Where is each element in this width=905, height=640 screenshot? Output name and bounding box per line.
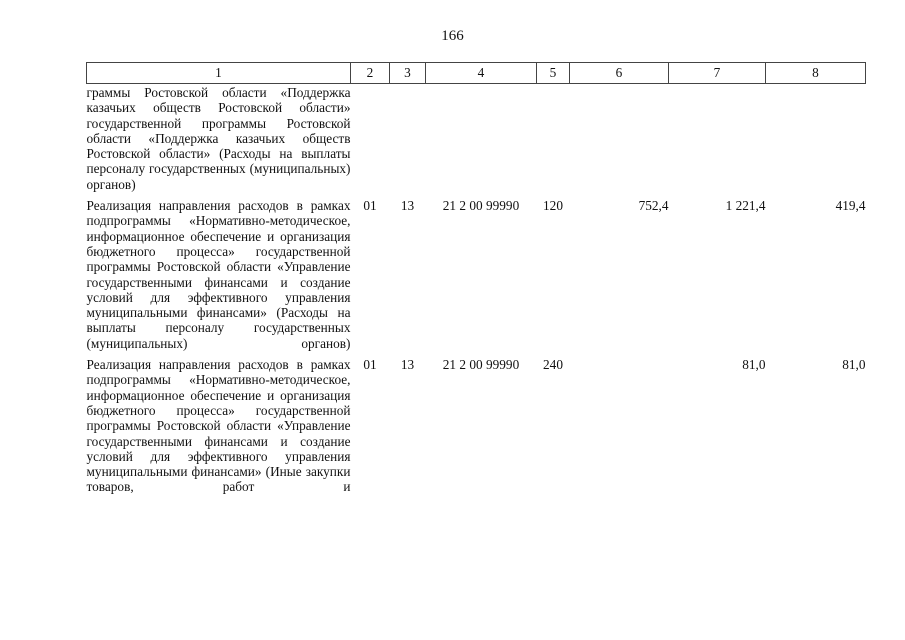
column-header: 2 <box>351 63 390 84</box>
column-header: 8 <box>766 63 866 84</box>
row-value-col6 <box>570 84 669 199</box>
row-value-col8: 81,0 <box>842 357 866 373</box>
table-row <box>87 84 866 199</box>
column-header: 6 <box>570 63 669 84</box>
row-value-col6 <box>570 357 669 495</box>
row-pr: 13 <box>400 357 415 373</box>
column-header: 7 <box>669 63 766 84</box>
table-row <box>87 198 866 357</box>
row-value-col6: 752,4 <box>638 198 669 214</box>
row-vr: 240 <box>543 357 563 373</box>
column-header: 3 <box>390 63 426 84</box>
row-rz: 01 <box>363 198 377 214</box>
page-number: 166 <box>441 28 464 44</box>
column-header: 1 <box>87 63 351 84</box>
row-value-col8: 419,4 <box>835 198 866 214</box>
row-description: граммы Ростовской области «Поддержка казачьих обществ Ростовской области» государственной программы Ростовской области «Поддержка казачьих обществ Ростовской области» (Расходы на выплаты персоналу государственных (муниципальных) органов) <box>86 85 351 192</box>
row-rz <box>351 84 390 199</box>
row-vr <box>537 84 570 199</box>
row-description: Реализация направления расходов в рамках подпрограммы «Нормативно-методическое, информационное обеспечение и организация бюджетного процесса» государственной программы Ростовской области «Управление государственными финансами и создание условий для эффективного управления муниципальными финансами» (Иные закупки товаров, работ и <box>86 357 351 495</box>
budget-table <box>86 62 866 495</box>
row-value-col7: 81,0 <box>742 357 766 373</box>
row-rz: 01 <box>363 357 377 373</box>
row-csr: 21 2 00 99990 <box>442 198 520 214</box>
row-pr <box>390 84 426 199</box>
column-header: 5 <box>537 63 570 84</box>
row-description: Реализация направления расходов в рамках подпрограммы «Нормативно-методическое, информационное обеспечение и организация бюджетного процесса» государственной программы Ростовской области «Управление государственными финансами и создание условий для эффективного управления муниципальными финансами» (Расходы на выплаты персоналу государственных (муниципальных) органов) <box>86 198 351 351</box>
row-value-col7 <box>669 84 766 199</box>
row-value-col8 <box>766 84 866 199</box>
row-value-col7: 1 221,4 <box>725 198 766 214</box>
table-header-row <box>87 63 866 84</box>
row-pr: 13 <box>400 198 415 214</box>
row-vr: 120 <box>543 198 563 214</box>
column-header: 4 <box>426 63 537 84</box>
row-csr <box>426 84 537 199</box>
table-row <box>87 357 866 495</box>
row-csr: 21 2 00 99990 <box>442 357 520 373</box>
